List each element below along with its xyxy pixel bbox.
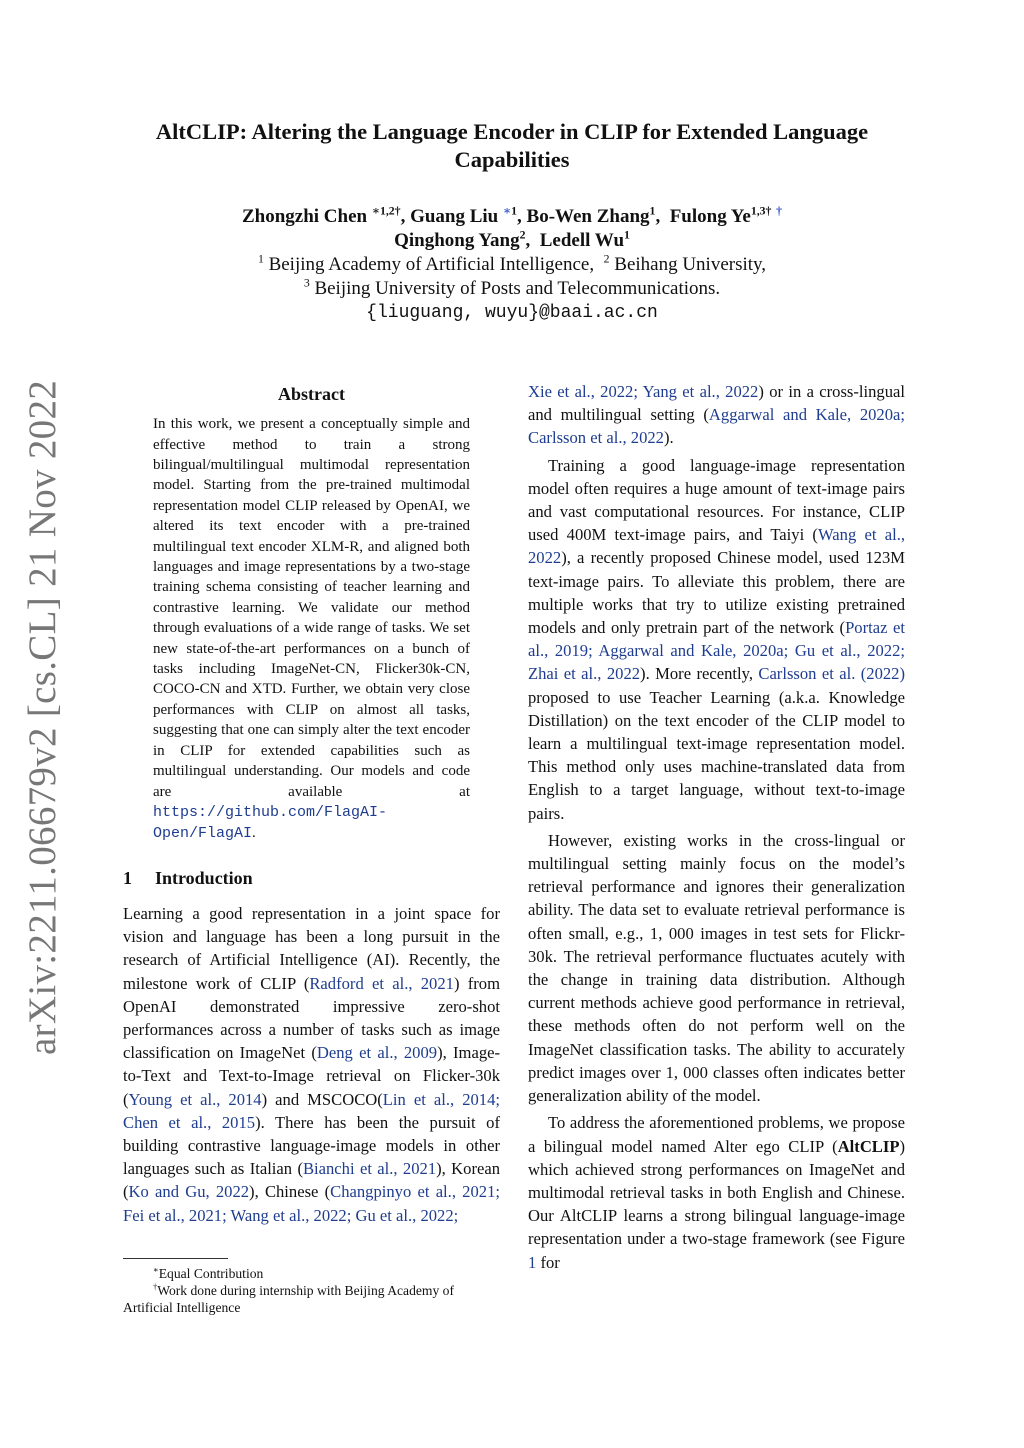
footnote-equal-contribution [123,1265,500,1282]
affiliation-number: 2 [603,252,610,266]
text-span: ), Korean ( [123,1159,500,1202]
citation-link[interactable]: Portaz et al., 2019; Aggarwal and Kale, 2020a; Gu et al., 2022; Zhai et al., 2022 [528,618,905,684]
equal-contribution-mark[interactable]: ∗ [503,204,512,218]
footnote-text: Equal Contribution [158,1266,264,1281]
footnote-rule [123,1258,228,1259]
intro-paragraph-3: However, existing works in the cross-lingual or multilingual setting mainly focus on the model’s retrieval performance and ignores their generalization ability. The data set to evaluate retrieval performance is often small, e.g., 1, 000 images in test sets for Flickr-30k. The retrieval performance fluctuates acutely with the change in training data distribution. Although current methods achieve good performance in retrieval, these methods often do not perform well on the ImageNet classification tasks. The ability to accurately predict images over 1, 000 classes often indicates better generalization ability of the model. [528,830,905,1106]
text-span: for [536,1252,560,1272]
contact-email: {liuguang, wuyu}@baai.ac.cn [366,303,658,323]
text-span: ), a recently proposed Chinese model, used 123M text-image pairs. To alleviate this problem, there are multiple works that try to utilize existing pretrained models and only pretrain part of the network ( [528,548,905,638]
text-span: ). There has been the pursuit of building contrastive language-image models in other languages such as Italian ( [123,1112,500,1179]
right-column [528,380,905,1274]
affiliation-line-1 [120,253,904,277]
section-heading [123,867,500,890]
figure-reference-link[interactable]: 1 [528,1252,537,1272]
citation-link[interactable]: Deng et al., 2009 [316,1043,438,1063]
citation-link[interactable]: Radford et al., 2021 [309,973,454,993]
abstract-heading: Abstract [278,384,345,404]
abstract-body: In this work, we present a conceptually simple and effective method to train a strong bilingual/multilingual multimodal representation model. Starting from the pre-trained multimodal representation model CLIP released by OpenAI, we altered its text encoder with a pre-trained multilingual text encoder XLM-R, and aligned both languages and image representations by a two-stage training schema consisting of teacher learning and contrastive learning. We validate our method through evaluations of a wide range of tasks. We set new state-of-the-art performances on a bunch of tasks including ImageNet-CN, Flicker30k-CN, COCO-CN and XTD. Further, we obtain very close performances with CLIP on almost all tasks, suggesting that one can simply alter the text encoder in CLIP for extended capabilities such as multilingual understanding. Our models and code are available at [153,416,470,800]
citation-link[interactable]: Wang et al., 2022 [528,525,905,568]
abstract-end: . [252,825,256,842]
author-block [120,205,904,325]
text-span: Learning a good representation in a joint space for vision and language has been a long pursuit in the research of Artificial Intelligence (AI). Recently, the milestone work of CLIP ( [123,903,500,993]
model-name: AltCLIP [837,1136,900,1156]
intro-paragraph-1 [123,902,500,1227]
text-span: Training a good language-image representation model often requires a huge amount of text-image pairs and vast computational resources. For instance, CLIP used 400M text-image pairs, and Taiyi ( [528,455,905,545]
citation-link[interactable]: Xie et al., 2022; Yang et al., 2022 [528,382,759,401]
text-span: ). More recently, [640,664,759,684]
citation-link[interactable]: Bianchi et al., 2021 [302,1159,437,1179]
author-affiliation-mark: 1 [511,204,518,218]
author-name: Fulong Ye [669,206,751,227]
intro-paragraph-4 [528,1111,905,1273]
left-column [123,380,500,1227]
affiliation-number: 3 [303,276,310,290]
author-affiliation-mark: 1 [649,204,656,218]
paper-title: AltCLIP: Altering the Language Encoder in CLIP for Extended Language Capabilities [155,119,869,172]
intro-paragraph-2 [528,454,905,825]
text-span: proposed to use Teacher Learning (a.k.a. Knowledge Distillation) on the text encoder of the CLIP model to learn a multilingual text-image representation model. This method only uses machine-translated data from English to a target language, without text-to-image pairs. [528,687,905,823]
text-span: ), Image-to-Text and Text-to-Image retrieval on Flicker-30k ( [123,1043,501,1109]
arxiv-identifier: arXiv:2211.06679v2 [cs.CL] 21 Nov 2022 [21,379,64,1055]
footnote-mark: ∗ [153,1264,159,1275]
affiliation-line-2 [120,277,904,301]
internship-footnote-mark[interactable]: † [776,204,783,218]
affiliation: Beijing University of Posts and Telecommunications. [314,278,721,299]
text-span: ) which achieved strong performances on ImageNet and multimodal retrieval tasks in both English and Chinese. Our AltCLIP learns a strong bilingual language-image representation under a two-stage framework (see Figure [528,1136,905,1249]
affiliation: Beihang University, [614,254,767,275]
text-span: To address the aforementioned problems, we propose a bilingual model named Alter ego CLIP ( [528,1113,905,1156]
citation-link[interactable]: Ko and Gu, 2022 [128,1182,250,1202]
affiliation: Beijing Academy of Artificial Intelligence, [268,254,595,275]
citation-link[interactable]: Carlsson et al. (2022) [758,664,905,684]
footnote-text: Work done during internship with Beijing Academy of Artificial Intelligence [123,1283,455,1315]
text-span: ) or in a cross-lingual and multilingual setting ( [528,382,905,425]
intro-paragraph-1-continued [528,380,905,450]
text-span: ) from OpenAI demonstrated impressive zero-shot performances across a number of tasks such as image classification on ImageNet ( [123,973,500,1063]
section-number: 1 [123,867,132,888]
author-name: Ledell Wu [539,230,625,251]
author-affiliation-mark: 1,3† [750,204,772,218]
author-name: Guang Liu [410,206,499,227]
author-name: Qinghong Yang [394,230,520,251]
author-line-2: Qinghong Yang$^2$, Ledell Wu$^1$ [394,228,630,251]
abstract-text [153,414,470,845]
citation-link[interactable]: Lin et al., 2014; Chen et al., 2015 [123,1089,500,1132]
footnote-mark: † [153,1281,158,1292]
text-span: ). [663,428,674,448]
author-affiliation-mark: ∗1,2† [371,204,401,218]
affiliation-number: 1 [257,252,264,266]
section-title: Introduction [155,867,253,888]
author-line-1: Zhongzhi Chen $^{∗1,2\dagger}$, Guang Liu $^{∗1}$, Bo-Wen Zhang$^1$, Fulong $Ye^{1,3\dagger}$ † [241,204,783,227]
citation-link[interactable]: Changpinyo et al., 2021; Fei et al., 2021; Wang et al., 2022; Gu et al., 2022; [123,1182,500,1225]
author-name: Bo-Wen Zhang [526,206,650,227]
author-affiliation-mark: 2 [519,228,526,242]
author-name: Zhongzhi Chen [241,206,368,227]
citation-link[interactable]: Young et al., 2014 [128,1089,262,1109]
citation-link[interactable]: Aggarwal and Kale, 2020a; Carlsson et al., 2022 [528,405,905,448]
author-affiliation-mark: 1 [624,228,630,242]
text-span: ), Chinese ( [249,1182,331,1202]
footnote-internship [123,1282,500,1316]
text-span: ) and MSCOCO( [261,1089,383,1109]
footnotes [123,1258,500,1316]
code-link[interactable]: https://github.com/FlagAI-Open/FlagAI [153,803,388,843]
